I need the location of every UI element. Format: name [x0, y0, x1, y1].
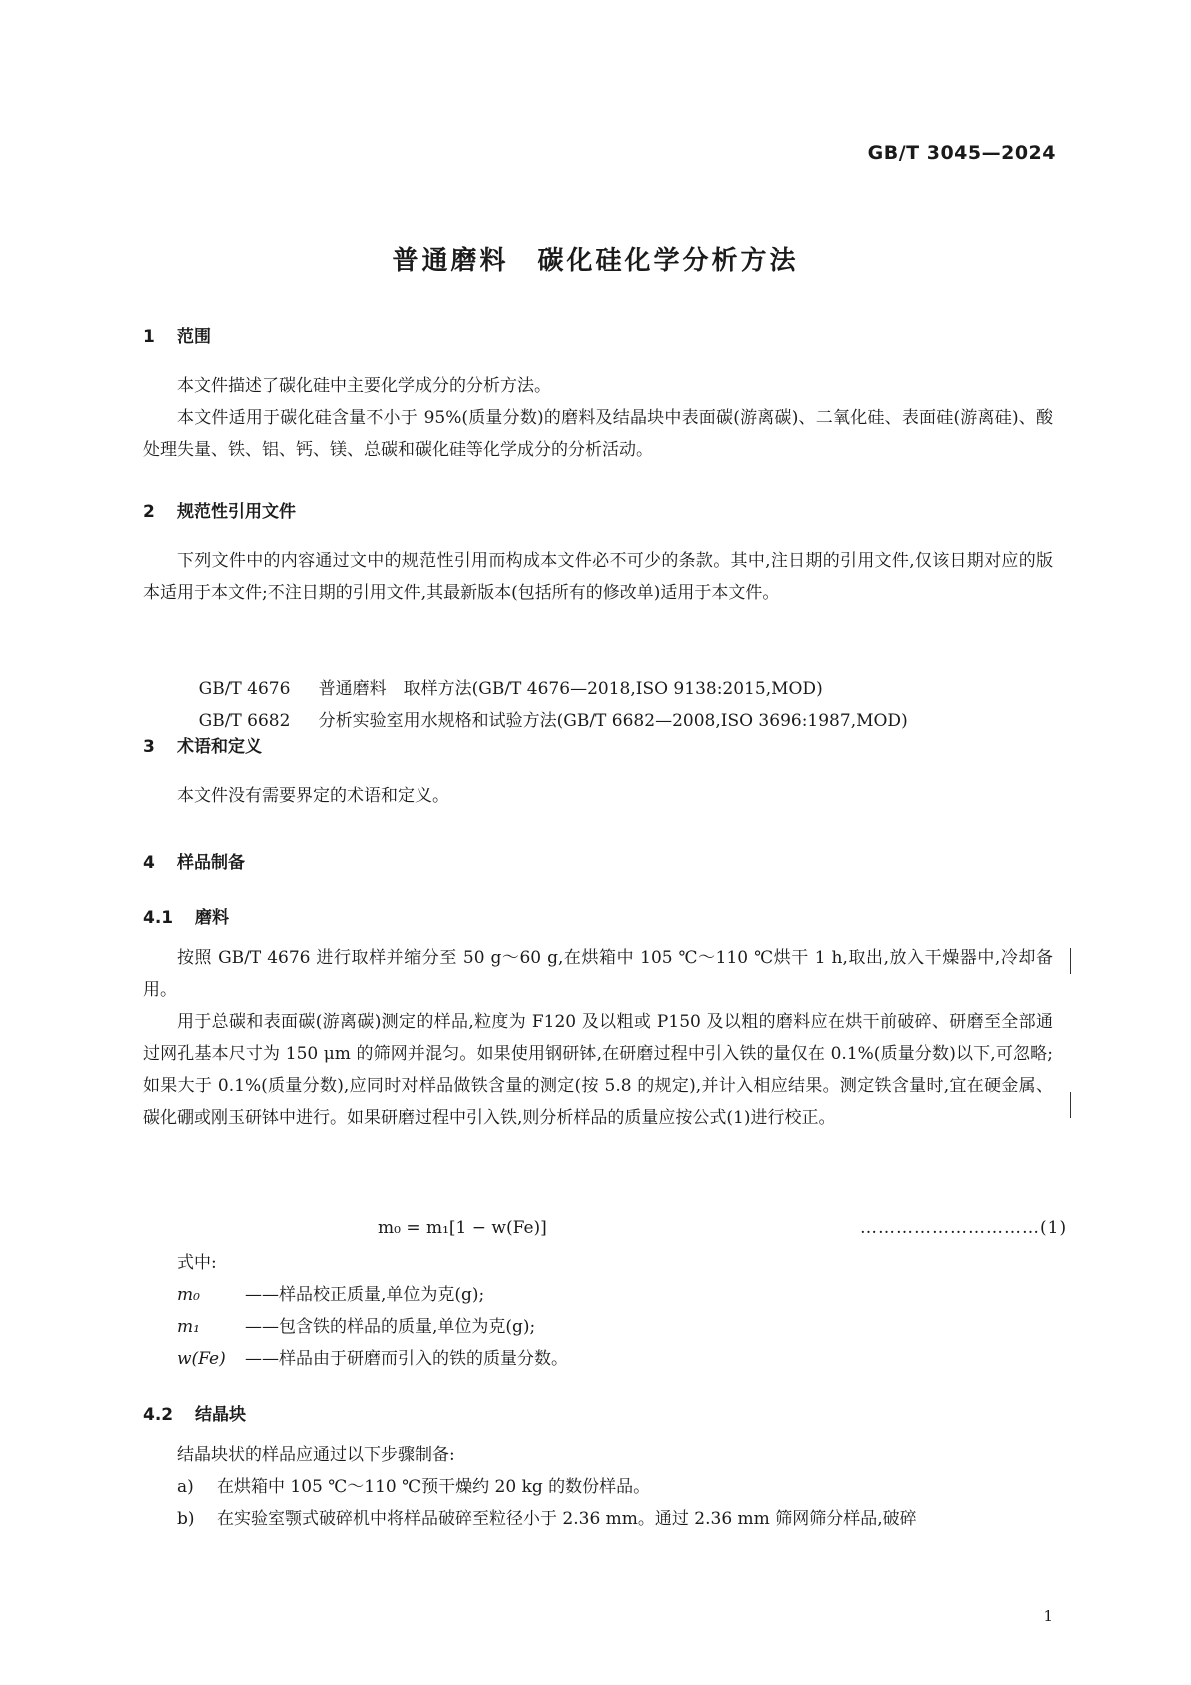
crystal-block-paragraph: 结晶块状的样品应通过以下步骤制备: — [177, 1445, 455, 1465]
subsection-4-2-heading — [143, 1400, 246, 1425]
abrasive-paragraph-1: 按照 GB/T 4676 进行取样并缩分至 50 g～60 g,在烘箱中 105 ℃～110 ℃烘干 1 h,取出,放入干燥器中,冷却备用。 — [143, 948, 1053, 1000]
legend-item — [177, 1279, 484, 1311]
reference-code: GB/T 6682 — [198, 711, 291, 731]
list-item — [177, 1471, 650, 1503]
revision-mark — [1070, 948, 1071, 974]
page-number: 1 — [1043, 1607, 1053, 1625]
section-number: 1 — [143, 327, 155, 347]
scope-paragraph-2: 本文件适用于碳化硅含量不小于 95%(质量分数)的磨料及结晶块中表面碳(游离碳)、二氧化硅、表面硅(游离硅)、酸处理失量、铁、铝、钙、镁、总碳和碳化硅等化学成分的分析活动。 — [143, 408, 1053, 460]
legend-description: ——包含铁的样品的质量,单位为克(g); — [245, 1317, 536, 1337]
section-title: 术语和定义 — [177, 737, 262, 757]
document-title: 普通磨料 碳化硅化学分析方法 — [392, 246, 799, 276]
legend-symbol: m₁ — [177, 1317, 200, 1337]
where-label: 式中: — [177, 1253, 217, 1273]
terms-paragraph: 本文件没有需要界定的术语和定义。 — [177, 786, 449, 806]
legend-description: ——样品校正质量,单位为克(g); — [245, 1285, 485, 1305]
list-text: 在烘箱中 105 ℃～110 ℃预干燥约 20 kg 的数份样品。 — [217, 1477, 651, 1497]
reference-code: GB/T 4676 — [198, 679, 291, 699]
list-label: a) — [177, 1477, 194, 1497]
subsection-number: 4.2 — [143, 1405, 174, 1425]
legend-item — [177, 1343, 568, 1375]
subsection-number: 4.1 — [143, 908, 174, 928]
legend-symbol: m₀ — [177, 1285, 200, 1305]
section-number: 4 — [143, 853, 155, 873]
reference-title: 分析实验室用水规格和试验方法(GB/T 6682—2008,ISO 3696:1987,MOD) — [318, 711, 908, 731]
section-2-heading — [143, 497, 296, 522]
section-title: 样品制备 — [177, 853, 245, 873]
section-number: 2 — [143, 502, 155, 522]
abrasive-paragraph-2: 用于总碳和表面碳(游离碳)测定的样品,粒度为 F120 及以粗或 P150 及以粗的磨料应在烘干前破碎、研磨至全部通过网孔基本尺寸为 150 μm 的筛网并混匀。如果使用钢研钵,在研磨过程中引入铁的量仅在 0.1%(质量分数)以下,可忽略;如果大于 0.1%(质量分数),应同时对样品做铁含量的测定(按 5.8 的规定),并计入相应结果。测定铁含量时,宜在硬金属、碳化硼或刚玉研钵中进行。如果研磨过程中引入铁,则分析样品的质量应按公式(1)进行校正。 — [143, 1012, 1053, 1128]
revision-mark — [1070, 1092, 1071, 1118]
section-1-heading — [143, 322, 211, 347]
section-title: 规范性引用文件 — [177, 502, 296, 522]
formula-number: …………………………(1) — [860, 1218, 1068, 1238]
section-3-heading — [143, 732, 262, 757]
section-4-heading — [143, 848, 245, 873]
formula-expression: m₀ = m₁[1 − w(Fe)] — [378, 1218, 547, 1238]
subsection-title: 磨料 — [195, 908, 229, 928]
section-title: 范围 — [177, 327, 211, 347]
subsection-4-1-heading — [143, 903, 229, 928]
list-item — [177, 1503, 917, 1535]
legend-item — [177, 1311, 535, 1343]
scope-paragraph-1: 本文件描述了碳化硅中主要化学成分的分析方法。 — [177, 376, 551, 396]
reference-title: 普通磨料 取样方法(GB/T 4676—2018,ISO 9138:2015,MOD) — [318, 679, 823, 699]
standard-number: GB/T 3045—2024 — [867, 142, 1056, 164]
legend-description: ——样品由于研磨而引入的铁的质量分数。 — [245, 1349, 568, 1369]
list-label: b) — [177, 1509, 195, 1529]
reference-item — [177, 673, 908, 769]
list-text: 在实验室颚式破碎机中将样品破碎至粒径小于 2.36 mm。通过 2.36 mm 筛网筛分样品,破碎 — [217, 1509, 917, 1529]
references-paragraph: 下列文件中的内容通过文中的规范性引用而构成本文件必不可少的条款。其中,注日期的引用文件,仅该日期对应的版本适用于本文件;不注日期的引用文件,其最新版本(包括所有的修改单)适用于本文件。 — [143, 551, 1053, 603]
section-number: 3 — [143, 737, 155, 757]
legend-symbol: w(Fe) — [177, 1349, 226, 1369]
subsection-title: 结晶块 — [195, 1405, 246, 1425]
